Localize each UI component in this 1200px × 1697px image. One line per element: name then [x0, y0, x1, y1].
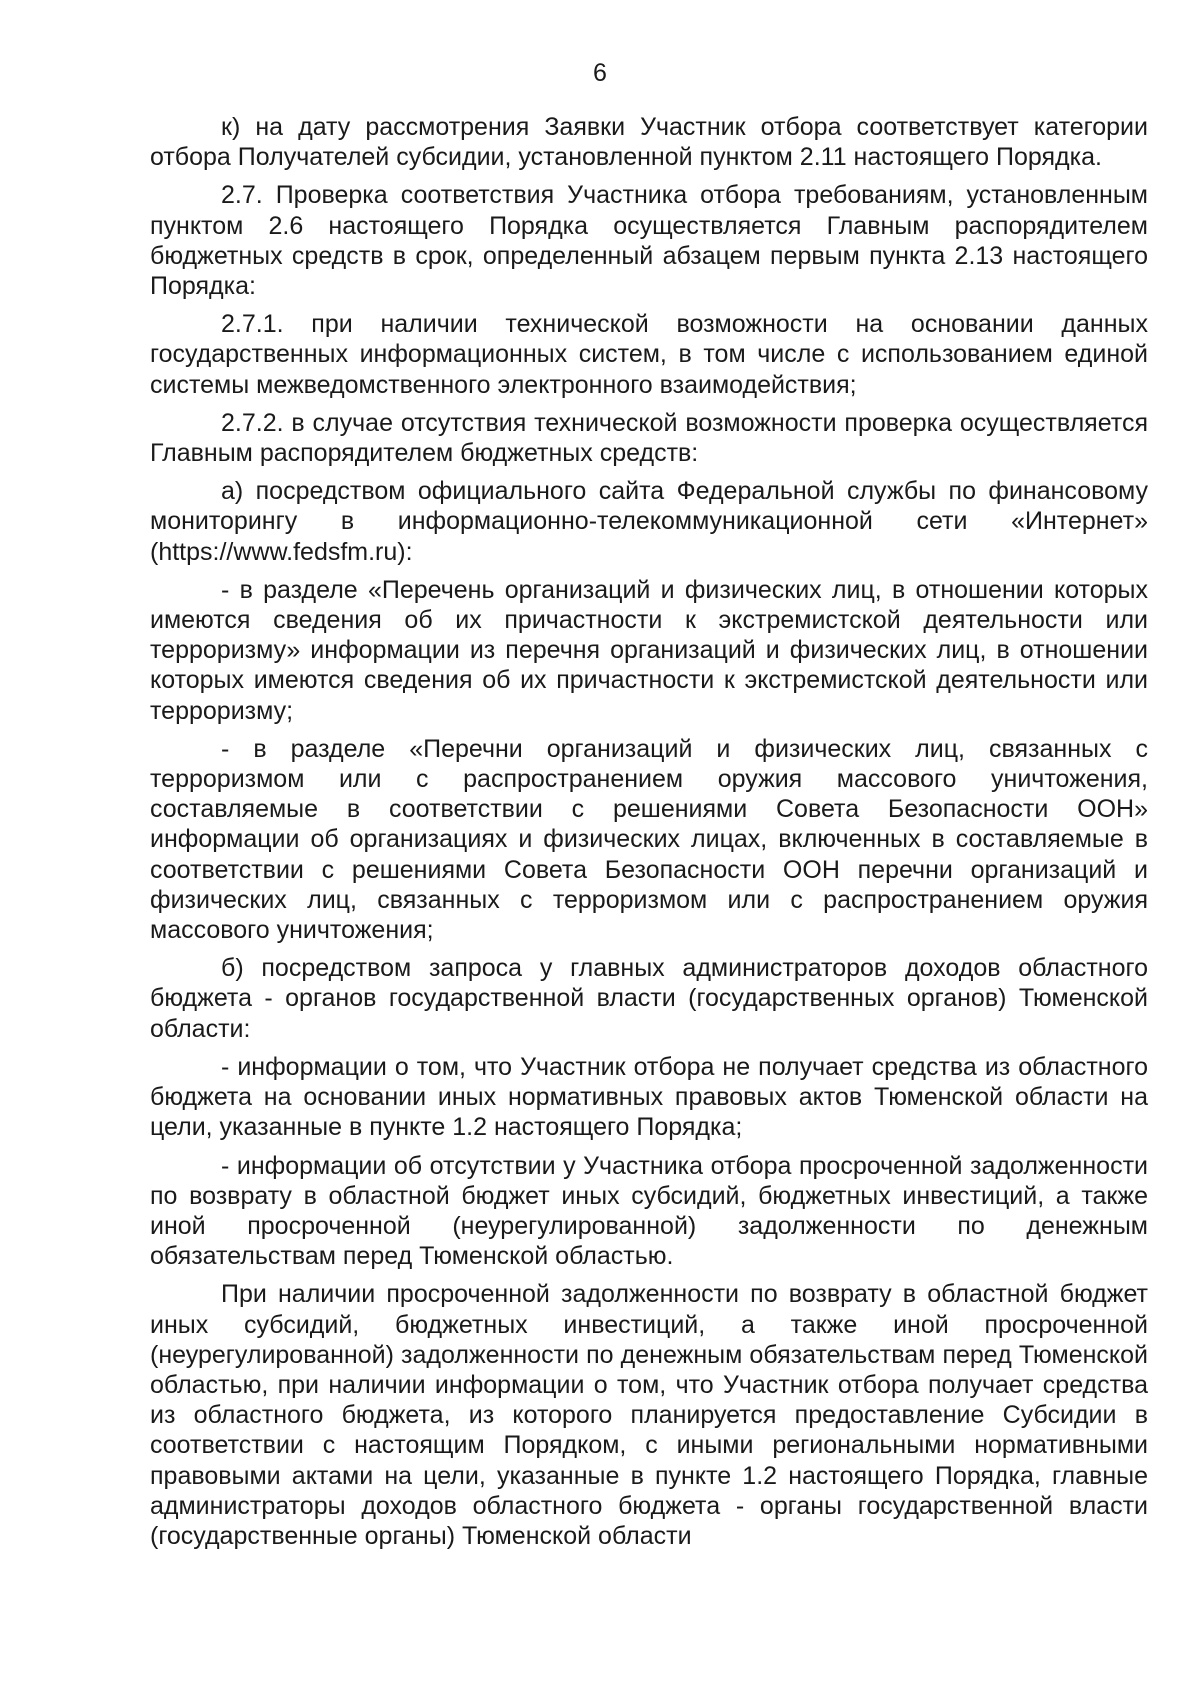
paragraph-no-overdue-debt: - информации об отсутствии у Участника отбора просроченной задолженности по возврату в областной бюджет иных субсидий, бюджетных инвестиций, а также иной просроченной (неурегулированной) задолженности по денежным обязательствам перед Тюменской областью.: [150, 1151, 1148, 1271]
paragraph-k-category: к) на дату рассмотрения Заявки Участник отбора соответствует категории отбора Получателей субсидии, установленной пунктом 2.11 настоящего Порядка.: [150, 113, 1148, 172]
document-body: [150, 112, 1148, 1551]
paragraph-un-security-council-lists: - в разделе «Перечни организаций и физических лиц, связанных с терроризмом или с распространением оружия массового уничтожения, составляемые в соответствии с решениями Совета Безопасности ООН» информации об организациях и физических лицах, включенных в составляемые в соответствии с решениями Совета Безопасности ООН перечни организаций и физических лиц, связанных с терроризмом или с распространением оружия массового уничтожения;: [150, 734, 1148, 945]
page-number: 6: [593, 59, 607, 87]
paragraph-2-7-1-information-systems: 2.7.1. при наличии технической возможности на основании данных государственных информационных систем, в том числе с использованием единой системы межведомственного электронного взаимодействия;: [150, 310, 1148, 399]
paragraph-2-7-2-no-technical-ability: 2.7.2. в случае отсутствия технической возможности проверка осуществляется Главным распорядителем бюджетных средств:: [150, 408, 1148, 468]
paragraph-b-revenue-administrators: б) посредством запроса у главных администраторов доходов областного бюджета - органов государственной власти (государственных органов) Тюменской области:: [150, 954, 1148, 1043]
paragraph-extremism-list: - в разделе «Перечень организаций и физических лиц, в отношении которых имеются сведения об их причастности к экстремистской деятельности или терроризму» информации из перечня организаций и физических лиц, в отношении которых имеются сведения об их причастности к экстремистской деятельности или терроризму;: [150, 575, 1148, 725]
paragraph-2-7-verification: 2.7. Проверка соответствия Участника отбора требованиям, установленным пунктом 2.6 настоящего Порядка осуществляется Главным распорядителем бюджетных средств в срок, определенный абзацем первым пункта 2.13 настоящего Порядка:: [150, 181, 1148, 301]
paragraph-a-fedsfm-site: а) посредством официального сайта Федеральной службы по финансовому мониторингу в информационно-телекоммуникационной сети «Интернет» (https://www.fedsfm.ru):: [150, 477, 1148, 566]
paragraph-no-other-funds: - информации о том, что Участник отбора не получает средства из областного бюджета на основании иных нормативных правовых актов Тюменской области на цели, указанные в пункте 1.2 настоящего Порядка;: [150, 1052, 1148, 1142]
paragraph-overdue-debt-procedure: При наличии просроченной задолженности по возврату в областной бюджет иных субсидий, бюджетных инвестиций, а также иной просроченной (неурегулированной) задолженности по денежным обязательствам перед Тюменской областью, при наличии информации о том, что Участник отбора получает средства из областного бюджета, из которого планируется предоставление Субсидии в соответствии с настоящим Порядком, с иными региональными нормативными правовыми актами на цели, указанные в пункте 1.2 настоящего Порядка, главные администраторы доходов областного бюджета - органы государственной власти (государственные органы) Тюменской области: [150, 1280, 1148, 1550]
